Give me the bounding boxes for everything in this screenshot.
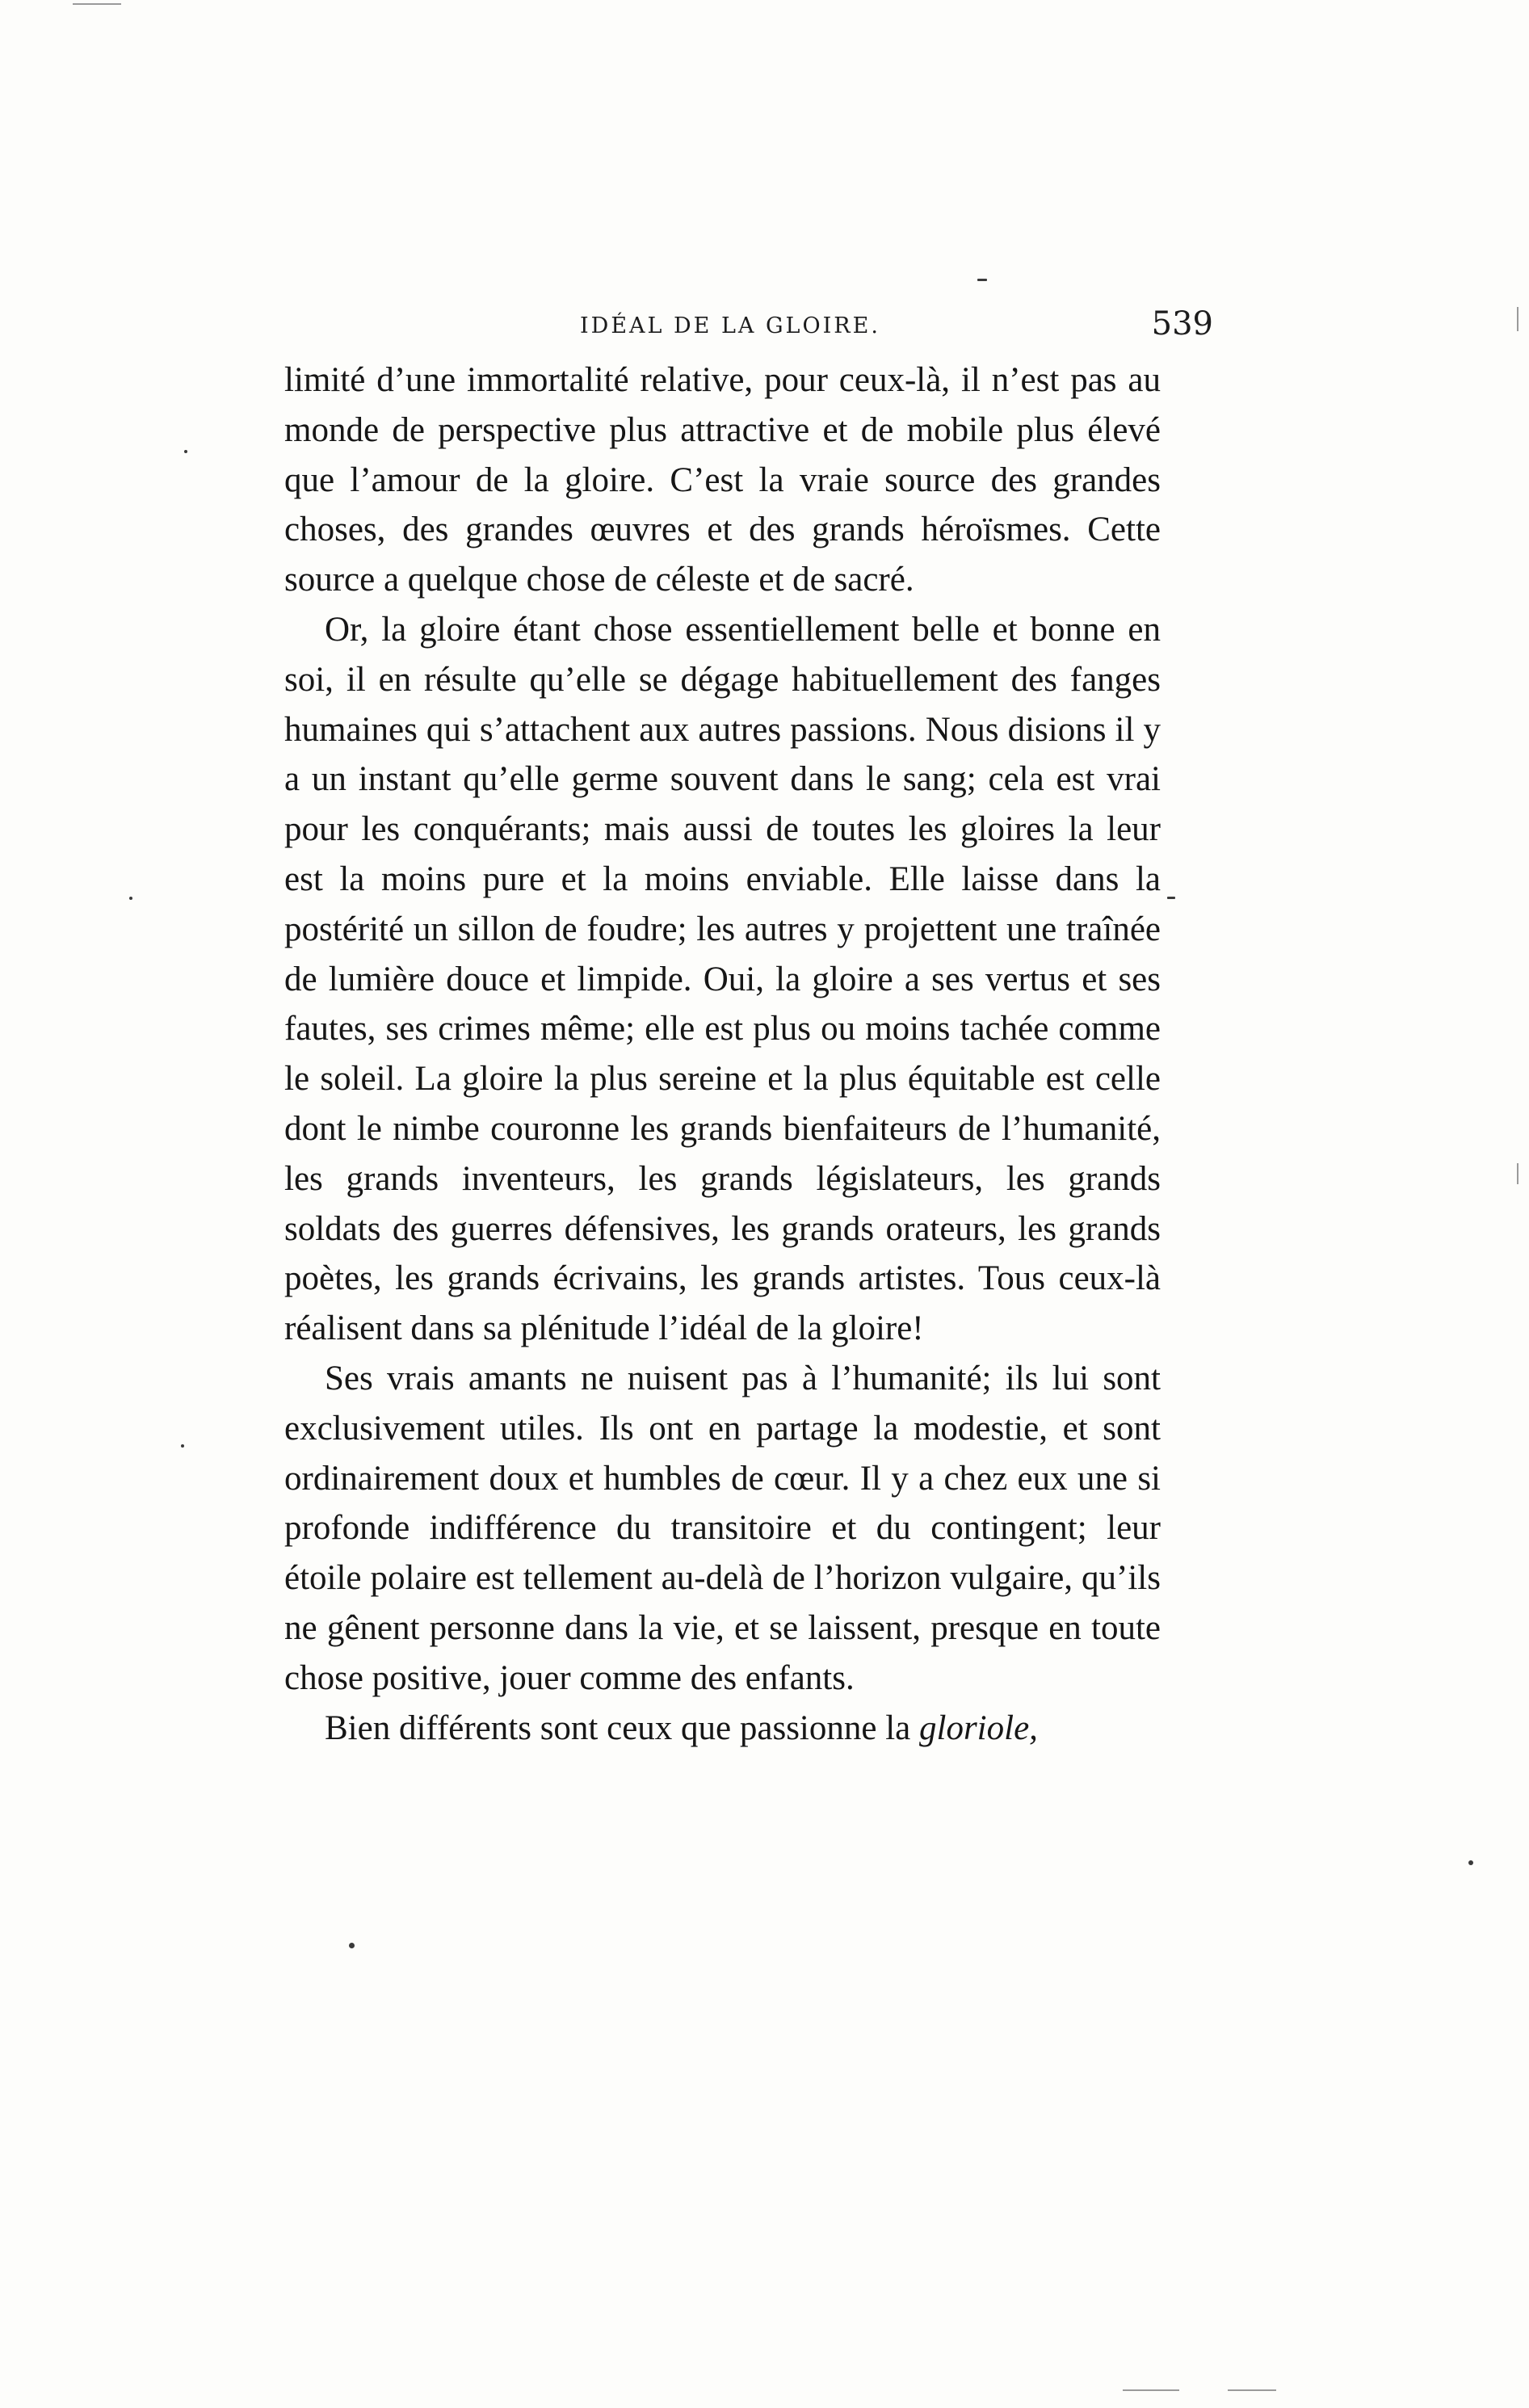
scan-speck xyxy=(129,897,132,900)
scan-speck xyxy=(181,1444,184,1448)
paragraph-2: Or, la gloire étant chose essentiellement belle et bonne en soi, il en résulte qu’elle se dégage habituellement des fanges humaines qui s’attachent aux autres passions. Nous disions il y a un instant qu’elle germe souvent dans le sang; cela est vrai pour les conquérants; mais aussi de toutes les gloires la leur est la moins pure et la moins enviable. Elle laisse dans la postérité un sillon de foudre; les autres y projettent une traînée de lumière douce et limpide. Oui, la gloire a ses vertus et ses fautes, ses crimes même; elle est plus ou moins tachée comme le soleil. La gloire la plus sereine et la plus équitable est celle dont le nimbe couronne les grands bienfaiteurs de l’humanité, les grands inventeurs, les grands législateurs, les grands soldats des guerres défensives, les grands orateurs, les grands poètes, les grands écrivains, les grands artistes. Tous ceux-là réalisent dans sa plénitude l’idéal de la gloire! xyxy=(284,610,1161,1348)
scan-speck xyxy=(349,1943,355,1948)
scan-edge-mark xyxy=(1517,1163,1518,1184)
scan-speck xyxy=(1468,1860,1473,1865)
scan-speck xyxy=(1167,897,1175,899)
scan-edge-mark xyxy=(1228,2389,1276,2391)
scan-edge-mark xyxy=(1123,2389,1179,2391)
paragraph-4 xyxy=(284,1704,1161,1754)
scan-speck xyxy=(977,279,987,281)
running-head xyxy=(284,305,1213,354)
scan-edge-mark xyxy=(1517,307,1518,331)
paragraph-1: limité d’une immortalité relative, pour ceux-là, il n’est pas au monde de perspective plus attractive et de mobile plus élevé que l’amour de la gloire. C’est la vraie source des grandes choses, des grandes œuvres et des grands héroïsmes. Cette source a quelque chose de céleste et de sacré. xyxy=(284,361,1161,599)
scan-edge-mark xyxy=(73,3,121,5)
body-text xyxy=(284,355,1161,1753)
paragraph-3: Ses vrais amants ne nuisent pas à l’humanité; ils lui sont exclusivement utiles. Ils ont en partage la modestie, et sont ordinairement doux et humbles de cœur. Il y a chez eux une si profonde indifférence du transitoire et du contingent; leur étoile polaire est tellement au-delà de l’horizon vulgaire, qu’ils ne gênent personne dans la vie, et se laissent, presque en toute chose positive, jouer comme des enfants. xyxy=(284,1359,1161,1697)
page-number: 539 xyxy=(1151,305,1213,342)
scan-speck xyxy=(184,450,187,453)
running-title: IDÉAL DE LA GLOIRE. xyxy=(580,313,880,338)
italic-word: gloriole, xyxy=(919,1708,1038,1747)
paragraph-4-text: Bien différents sont ceux que passionne la xyxy=(325,1708,919,1747)
